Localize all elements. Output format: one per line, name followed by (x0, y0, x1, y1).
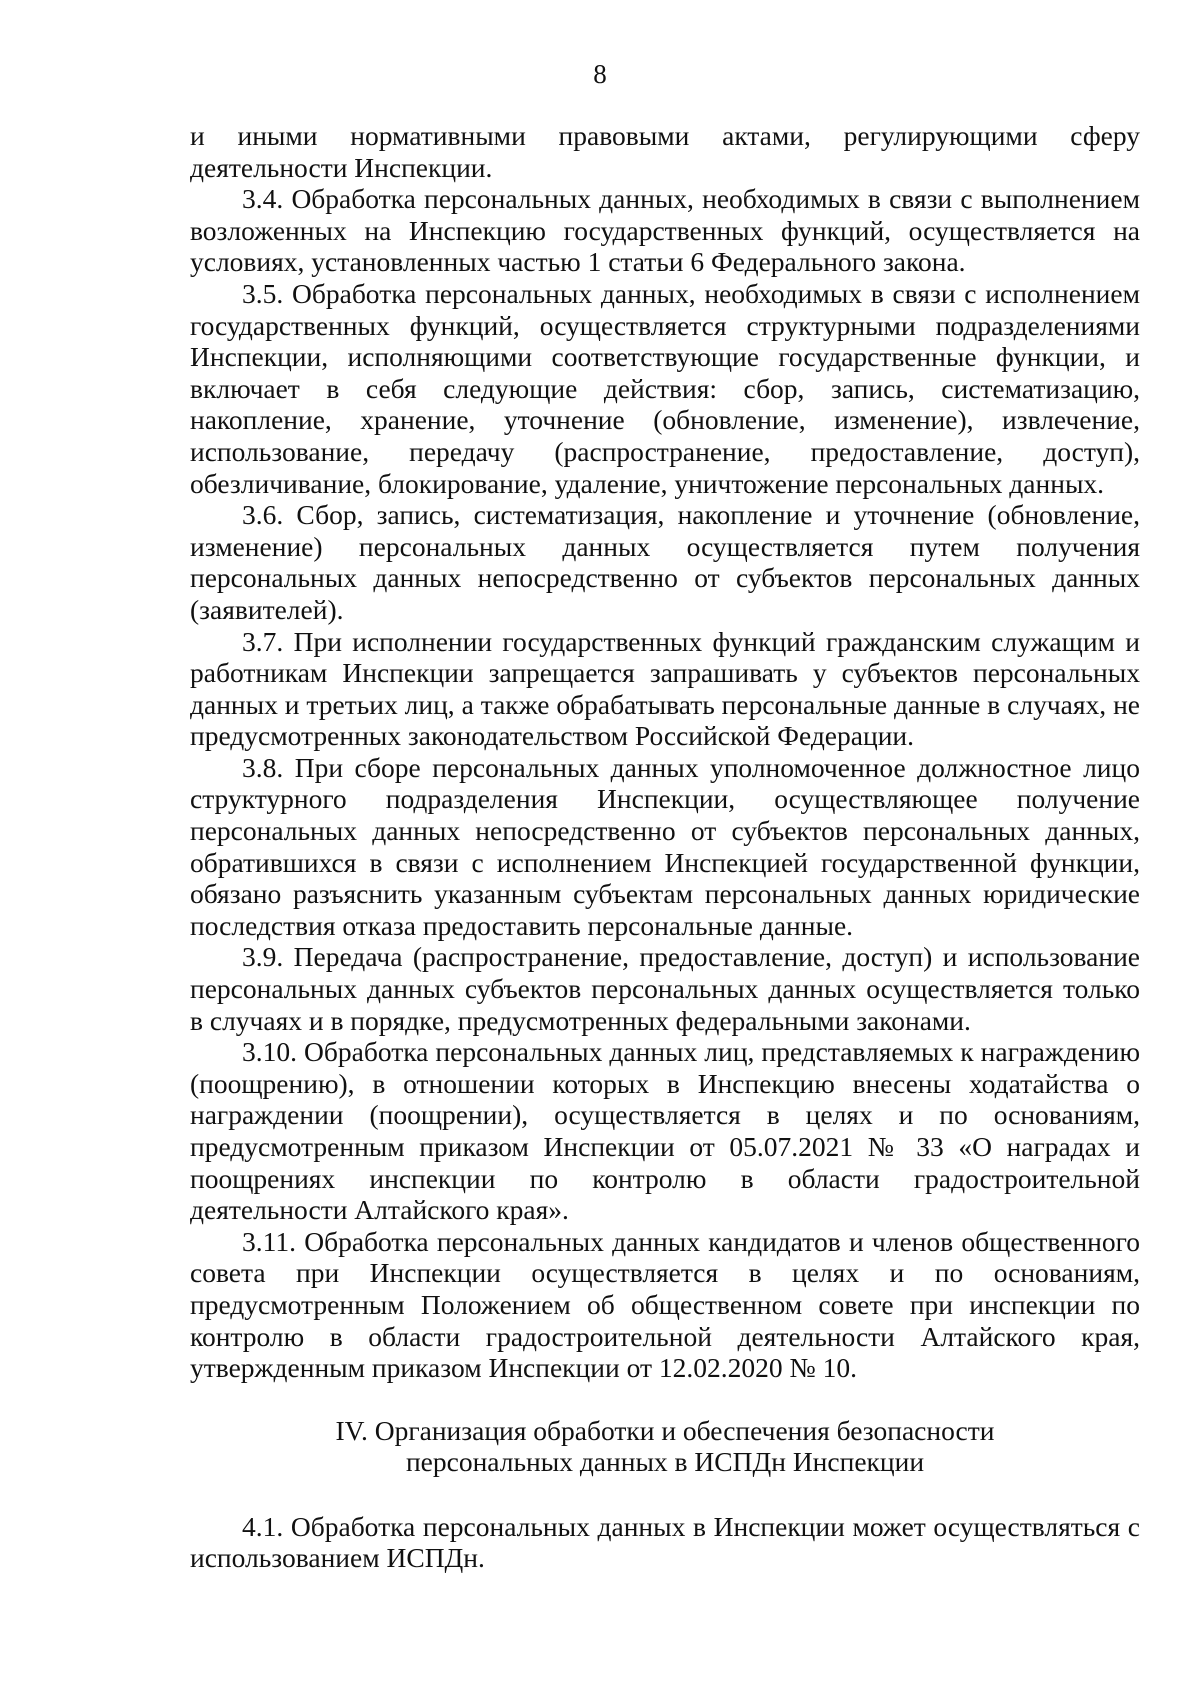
section-heading-line-1: IV. Организация обработки и обеспечения безопасности (335, 1414, 995, 1446)
paragraph-3-8: 3.8. При сборе персональных данных уполномоченное должностное лицо структурного подразделения Инспекции, осуществляющее получение персональных данных непосредственно от субъектов персональных данных, обратившихся в связи с исполнением Инспекцией государственной функции, обязано разъяснить указанным субъектам персональных данных юридические последствия отказа предоставить персональные данные. (190, 751, 1140, 941)
paragraph-3-9: 3.9. Передача (распространение, предоставление, доступ) и использование персональных данных субъектов персональных данных осуществляется только в случаях и в порядке, предусмотренных федеральными законами. (190, 941, 1140, 1036)
paragraph-3-5: 3.5. Обработка персональных данных, необходимых в связи с исполнением государственных функций, осуществляется структурными подразделениями Инспекции, исполняющими соответствующие государственные функции, и включает в себя следующие действия: сбор, запись, систематизацию, накопление, хранение, уточнение (обновление, изменение), извлечение, использование, передачу (распространение, предоставление, доступ), обезличивание, блокирование, удаление, уничтожение персональных данных. (190, 277, 1140, 499)
paragraph-4-1: 4.1. Обработка персональных данных в Инспекции может осуществляться с использованием ИСПДн. (190, 1510, 1140, 1574)
paragraph-3-4: 3.4. Обработка персональных данных, необходимых в связи с выполнением возложенных на Инспекцию государственных функций, осуществляется на условиях, установленных частью 1 статьи 6 Федерального закона. (190, 183, 1140, 278)
paragraph-3-10: 3.10. Обработка персональных данных лиц, представляемых к награждению (поощрению), в отношении которых в Инспекцию внесены ходатайства о награждении (поощрении), осуществляется в целях и по основаниям, предусмотренным приказом Инспекции от 05.07.2021 № 33 «О наградах и поощрениях инспекции по контролю в области градостроительной деятельности Алтайского края». (190, 1036, 1140, 1226)
section-heading (190, 1415, 1140, 1477)
paragraph-3-11: 3.11. Обработка персональных данных кандидатов и членов общественного совета при Инспекции осуществляется в целях и по основаниям, предусмотренным Положением об общественном совете при инспекции по контролю в области градостроительной деятельности Алтайского края, утвержденным приказом Инспекции от 12.02.2020 № 10. (190, 1225, 1140, 1384)
page-number: 8 (593, 59, 607, 89)
section-heading-line-2: персональных данных в ИСПДн Инспекции (405, 1445, 925, 1477)
paragraph-continuation: и иными нормативными правовыми актами, регулирующими сферу деятельности Инспекции. (190, 120, 1140, 183)
paragraph-3-7: 3.7. При исполнении государственных функций гражданским служащим и работникам Инспекции запрещается запрашивать у субъектов персональных данных и третьих лиц, а также обрабатывать персональные данные в случаях, не предусмотренных законодательством Российской Федерации. (190, 625, 1140, 752)
paragraph-3-6: 3.6. Сбор, запись, систематизация, накопление и уточнение (обновление, изменение) персональных данных осуществляется путем получения персональных данных непосредственно от субъектов персональных данных (заявителей). (190, 499, 1140, 625)
document-body (190, 120, 1140, 1574)
